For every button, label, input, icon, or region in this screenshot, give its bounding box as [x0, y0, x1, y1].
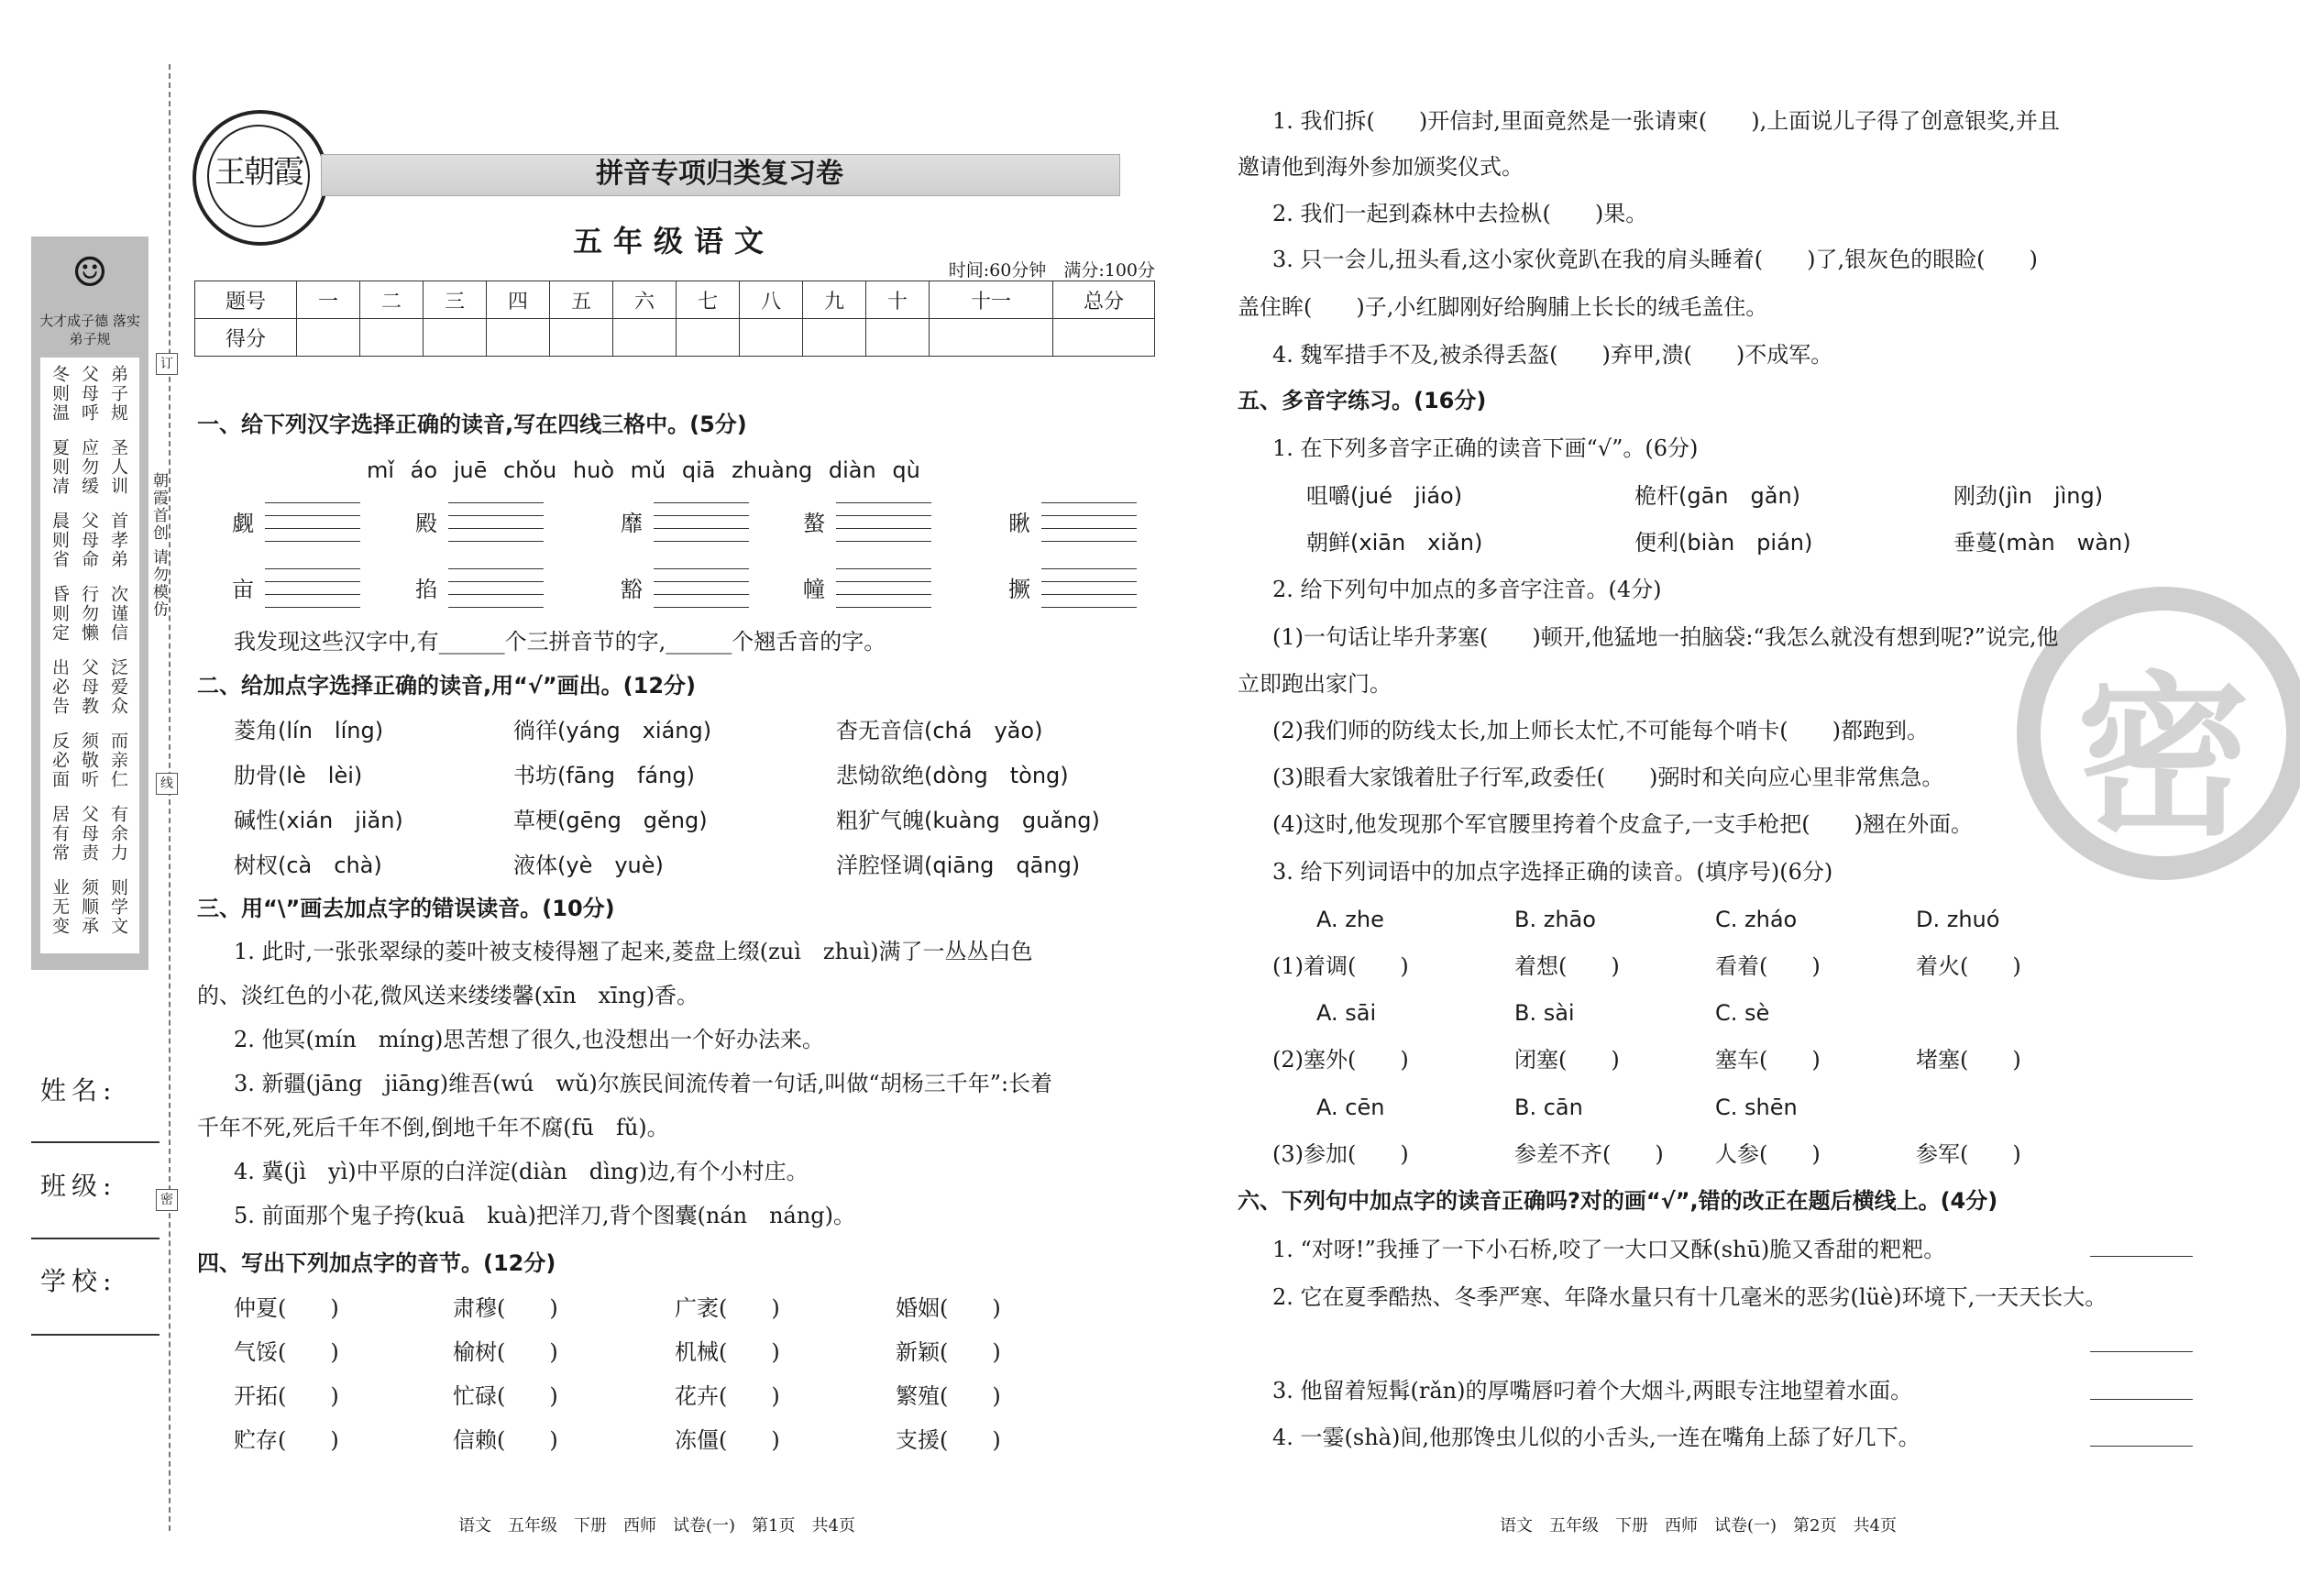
subject-title: 五年级语文 — [572, 224, 775, 259]
secret-seal-watermark: 密 — [2017, 587, 2300, 880]
syllable-item[interactable]: 肃穆( ) — [453, 1295, 558, 1321]
score-value-row — [195, 319, 1155, 357]
score-header-cell: 五 — [550, 281, 613, 319]
polyphone-choice[interactable]: 桅杆(gān gǎn) — [1634, 483, 1801, 509]
option-label: B. cān — [1514, 1095, 1583, 1120]
motto-col-a: 昏则定 — [50, 585, 70, 643]
score-header-cell: 题号 — [195, 281, 297, 319]
time-info — [825, 257, 1155, 281]
word-blank-item[interactable]: 参差不齐( ) — [1514, 1141, 1664, 1167]
syllable-item[interactable]: 冻僵( ) — [675, 1427, 780, 1453]
word-blank-item[interactable]: 闭塞( ) — [1514, 1047, 1620, 1073]
score-header-cell: 四 — [487, 281, 550, 319]
syllable-item[interactable]: 气馁( ) — [234, 1339, 339, 1365]
hanzi-char: 殿 — [415, 511, 437, 536]
pinyin-choice-item[interactable]: 碱性(xián jiǎn) — [234, 808, 403, 833]
pinyin-choice-item[interactable]: 悲恸欲绝(dòng tòng) — [836, 763, 1069, 788]
motto-col-a: 反必面 — [50, 732, 70, 789]
option-label: D. zhuó — [1916, 907, 2000, 932]
pinyin-choice-item[interactable]: 洋腔怪调(qiāng qāng) — [836, 853, 1081, 878]
motto-col-c: 则学文 — [108, 878, 128, 936]
motto-col-c: 而亲仁 — [108, 732, 128, 789]
score-header-cell: 九 — [803, 281, 866, 319]
four-line-grid[interactable] — [1041, 568, 1137, 609]
paper-title: 拼音专项归类复习卷 — [596, 158, 843, 190]
answer-line[interactable] — [2090, 1399, 2193, 1400]
four-line-grid[interactable] — [1041, 502, 1137, 543]
motto-col-b: 须顺承 — [79, 878, 99, 936]
syllable-item[interactable]: 仲夏( ) — [234, 1295, 339, 1321]
motto-col-b: 父母呼 — [79, 365, 99, 423]
hanzi-char: 螯 — [803, 511, 825, 536]
answer-line[interactable] — [2090, 1446, 2193, 1447]
four-line-grid[interactable] — [448, 568, 544, 609]
answer-line[interactable] — [2090, 1256, 2193, 1257]
logo-text: 王朝霞 — [207, 125, 310, 227]
motto-col-c: 圣人训 — [108, 438, 128, 496]
syllable-item[interactable]: 广袤( ) — [675, 1295, 780, 1321]
motto-col-b: 应勿缓 — [79, 438, 99, 496]
motto-col-a: 晨则省 — [50, 512, 70, 569]
section4-title: 四、写出下列加点字的音节。(12分) — [197, 1250, 556, 1276]
score-cell[interactable] — [677, 319, 740, 357]
polyphone-choice[interactable]: 垂蔓(màn wàn) — [1953, 530, 2131, 556]
pinyin-choice-item[interactable]: 书坊(fāng fáng) — [513, 763, 695, 788]
four-line-grid[interactable] — [654, 568, 749, 609]
copyright-note: 朝霞首创 请勿模仿 — [149, 472, 168, 619]
section3-line: 5. 前面那个鬼子挎(kuā kuà)把洋刀,背个图囊(nán náng)。 — [234, 1203, 856, 1228]
syllable-item[interactable]: 婚姻( ) — [896, 1295, 1001, 1321]
option-label: C. shēn — [1715, 1095, 1798, 1120]
binding-mark-xian: 线 — [156, 773, 178, 795]
four-line-grid[interactable] — [265, 568, 360, 609]
option-label: B. sài — [1514, 1000, 1575, 1026]
score-row-label: 得分 — [195, 319, 297, 357]
motto-col-b: 须敬听 — [79, 732, 99, 789]
motto-col-a: 冬则温 — [50, 365, 70, 423]
polyphone-choice[interactable]: 便利(biàn pián) — [1634, 530, 1813, 556]
hanzi-char: 觑 — [232, 511, 254, 536]
section5-title: 五、多音字练习。(16分) — [1238, 388, 1487, 413]
section5-q2-line: (1)一句话让毕升茅塞( )顿开,他猛地一拍脑袋:“我怎么就没有想到呢?”说完,他 — [1272, 624, 2059, 650]
section4-line: 2. 我们一起到森林中去捡枞( )果。 — [1272, 201, 1648, 226]
score-header-cell: 八 — [740, 281, 803, 319]
motto-col-b: 父母责 — [79, 805, 99, 863]
score-cell[interactable] — [487, 319, 550, 357]
syllable-item[interactable]: 忙碌( ) — [453, 1383, 558, 1409]
footer-left: 语文 五年级 下册 西师 试卷(一) 第1页 共4页 — [458, 1516, 855, 1535]
side-motto: 大才成子德 落实弟子规 — [39, 313, 140, 347]
full-score: 满分:100分 — [1063, 260, 1155, 281]
pinyin-choice-item[interactable]: 徜徉(yáng xiáng) — [513, 718, 712, 743]
section4-line: 4. 魏军措手不及,被杀得丢盔( )弃甲,溃( )不成军。 — [1272, 342, 1833, 368]
four-line-grid[interactable] — [654, 502, 749, 543]
motto-col-a: 夏则凊 — [50, 438, 70, 496]
score-table — [194, 281, 1155, 357]
pinyin-choice-item[interactable]: 杳无音信(chá yǎo) — [836, 718, 1043, 743]
section3-line: 3. 新疆(jāng jiāng)维吾(wú wǔ)尔族民间流传着一句话,叫做“胡杨三千年”:长着 — [234, 1071, 1053, 1096]
score-cell[interactable] — [803, 319, 866, 357]
section1-pinyin: mǐ áo juē chǒu huò mǔ qiā zhuàng diàn qù — [367, 457, 920, 483]
option-label: B. zhāo — [1514, 907, 1596, 932]
pinyin-choice-item[interactable]: 草梗(gēng gěng) — [513, 808, 708, 833]
section3-line: 的、淡红色的小花,微风送来缕缕馨(xīn xīng)香。 — [197, 983, 699, 1008]
syllable-item[interactable]: 贮存( ) — [234, 1427, 339, 1453]
syllable-item[interactable]: 机械( ) — [675, 1339, 780, 1365]
syllable-item[interactable]: 花卉( ) — [675, 1383, 780, 1409]
score-header-cell: 七 — [677, 281, 740, 319]
syllable-item[interactable]: 信赖( ) — [453, 1427, 558, 1453]
motto-col-c: 次谨信 — [108, 585, 128, 643]
hanzi-char: 掐 — [415, 577, 437, 602]
motto-col-c: 有余力 — [108, 805, 128, 863]
section5-q2-line: (3)眼看大家饿着肚子行军,政委任( )弼时和关向应心里非常焦急。 — [1272, 765, 1944, 790]
syllable-item[interactable]: 开拓( ) — [234, 1383, 339, 1409]
word-blank-item[interactable]: 着想( ) — [1514, 953, 1620, 979]
section4-line: 邀请他到海外参加颁奖仪式。 — [1238, 154, 1524, 180]
score-header-cell: 十 — [866, 281, 930, 319]
hanzi-char: 靡 — [621, 511, 643, 536]
four-line-grid[interactable] — [448, 502, 544, 543]
score-header-cell: 二 — [360, 281, 424, 319]
section6-line: 1. “对呀!”我捶了一下小石桥,咬了一大口又酥(shū)脆又香甜的粑粑。 — [1272, 1237, 1946, 1262]
option-label: A. cēn — [1316, 1095, 1385, 1120]
pinyin-choice-item[interactable]: 菱角(lín líng) — [234, 718, 384, 743]
hanzi-char: 撅 — [1008, 577, 1030, 602]
score-cell[interactable] — [297, 319, 360, 357]
motto-col-b: 父母教 — [79, 658, 99, 716]
cut-line — [169, 64, 171, 1531]
section4-line: 1. 我们拆( )开信封,里面竟然是一张请柬( ),上面说儿子得了创意银奖,并且 — [1272, 108, 2060, 134]
footer-right: 语文 五年级 下册 西师 试卷(一) 第2页 共4页 — [1500, 1516, 1897, 1535]
word-blank-item[interactable]: (2)塞外( ) — [1272, 1047, 1409, 1073]
score-cell[interactable] — [930, 319, 1053, 357]
syllable-item[interactable]: 榆树( ) — [453, 1339, 558, 1365]
polyphone-choice[interactable]: 刚劲(jìn jìng) — [1953, 483, 2104, 509]
word-blank-item[interactable]: 堵塞( ) — [1916, 1047, 2021, 1073]
option-label: A. sāi — [1316, 1000, 1377, 1026]
time-limit: 时间:60分钟 — [948, 260, 1047, 281]
section6-line: 3. 他留着短髯(rǎn)的厚嘴唇叼着个大烟斗,两眼专注地望着水面。 — [1272, 1378, 1913, 1403]
word-blank-item[interactable]: (3)参加( ) — [1272, 1141, 1409, 1167]
motto-col-c: 泛爱众 — [108, 658, 128, 716]
binding-mark-ding: 订 — [156, 353, 178, 375]
section5-q2: 2. 给下列句中加点的多音字注音。(4分) — [1272, 577, 1662, 602]
section3-line: 4. 冀(jì yì)中平原的白洋淀(diàn dìng)边,有个小村庄。 — [234, 1159, 809, 1184]
word-blank-item[interactable]: 着火( ) — [1916, 953, 2021, 979]
section3-line: 1. 此时,一张张翠绿的菱叶被支棱得翘了起来,菱盘上缀(zuì zhuì)满了一丛丛白色 — [234, 939, 1033, 964]
motto-col-a: 居有常 — [50, 805, 70, 863]
section6-title: 六、下列句中加点字的读音正确吗?对的画“√”,错的改正在题后横线上。(4分) — [1238, 1188, 1998, 1214]
school-label: 学校: — [40, 1266, 117, 1296]
word-blank-item[interactable]: 人参( ) — [1715, 1141, 1821, 1167]
name-label: 姓名: — [40, 1075, 117, 1106]
answer-line[interactable] — [2090, 1351, 2193, 1352]
section5-q2-line: (2)我们师的防线太长,加上师长太忙,不可能每个哨卡( )都跑到。 — [1272, 718, 1929, 743]
section3-line: 2. 他冥(mín míng)思苦想了很久,也没想出一个好办法来。 — [234, 1027, 825, 1052]
section6-line: 2. 它在夏季酷热、冬季严寒、年降水量只有十几毫米的恶劣(lüè)环境下,一天天长大。 — [1272, 1284, 2107, 1310]
option-label: C. sè — [1715, 1000, 1770, 1026]
motto-col-b: 行勿懒 — [79, 585, 99, 643]
score-cell[interactable] — [424, 319, 487, 357]
word-blank-item[interactable]: (1)着调( ) — [1272, 953, 1409, 979]
score-header-cell: 三 — [424, 281, 487, 319]
pinyin-choice-item[interactable]: 液体(yè yuè) — [513, 853, 664, 878]
hanzi-char: 幢 — [803, 577, 825, 602]
section6-line: 4. 一霎(shà)间,他那馋虫儿似的小舌头,一连在嘴角上舔了好几下。 — [1272, 1425, 1920, 1450]
binding-mark-mi: 密 — [156, 1189, 178, 1211]
score-header-cell: 一 — [297, 281, 360, 319]
motto-col-c: 首孝弟 — [108, 512, 128, 569]
syllable-item[interactable]: 支援( ) — [896, 1427, 1001, 1453]
score-cell[interactable] — [740, 319, 803, 357]
score-header-cell: 六 — [613, 281, 677, 319]
class-label: 班级: — [40, 1171, 117, 1201]
syllable-item[interactable]: 繁殖( ) — [896, 1383, 1001, 1409]
word-blank-item[interactable]: 看着( ) — [1715, 953, 1821, 979]
motto-col-a: 出必告 — [50, 658, 70, 716]
section4-line: 3. 只一会儿,扭头看,这小家伙竟趴在我的肩头睡着( )了,银灰色的眼睑( ) — [1272, 247, 2038, 272]
class-field[interactable] — [31, 1238, 160, 1239]
option-label: C. zháo — [1715, 907, 1798, 932]
score-cell[interactable] — [550, 319, 613, 357]
polyphone-choice[interactable]: 朝鲜(xiān xiǎn) — [1306, 530, 1483, 556]
score-cell[interactable] — [866, 319, 930, 357]
hanzi-char: 豁 — [621, 577, 643, 602]
four-line-grid[interactable] — [836, 502, 931, 543]
word-blank-item[interactable]: 塞车( ) — [1715, 1047, 1821, 1073]
pinyin-choice-item[interactable]: 肋骨(lè lèi) — [234, 763, 363, 788]
motto-col-a: 业无变 — [50, 878, 70, 936]
four-line-grid[interactable] — [265, 502, 360, 543]
polyphone-choice[interactable]: 咀嚼(jué jiáo) — [1306, 483, 1463, 509]
section5-q2-line: 立即跑出家门。 — [1238, 671, 1392, 697]
section5-q1: 1. 在下列多音字正确的读音下画“√”。(6分) — [1272, 435, 1699, 461]
hanzi-char: 瞅 — [1008, 511, 1030, 536]
section5-q2-line: (4)这时,他发现那个军官腰里挎着个皮盒子,一支手枪把( )翘在外面。 — [1272, 811, 1973, 837]
pinyin-choice-item[interactable]: 粗犷气魄(kuàng guǎng) — [836, 808, 1100, 833]
syllable-item[interactable]: 新颖( ) — [896, 1339, 1001, 1365]
word-blank-item[interactable]: 参军( ) — [1916, 1141, 2021, 1167]
option-label: A. zhe — [1316, 907, 1384, 932]
score-header-cell: 总分 — [1053, 281, 1155, 319]
score-cell[interactable] — [1053, 319, 1155, 357]
motto-col-b: 父母命 — [79, 512, 99, 569]
scholar-figure-icon: ☺ — [72, 249, 108, 296]
hanzi-char: 亩 — [232, 577, 254, 602]
section3-line: 千年不死,死后千年不倒,倒地千年不腐(fū fǔ)。 — [197, 1115, 669, 1140]
section1-title: 一、给下列汉字选择正确的读音,写在四线三格中。(5分) — [197, 412, 747, 437]
score-header-cell: 十一 — [930, 281, 1053, 319]
score-cell[interactable] — [360, 319, 424, 357]
score-cell[interactable] — [613, 319, 677, 357]
four-line-grid[interactable] — [836, 568, 931, 609]
section2-title: 二、给加点字选择正确的读音,用“√”画出。(12分) — [197, 673, 697, 699]
name-field[interactable] — [31, 1141, 160, 1143]
section1-fill: 我发现这些汉字中,有______个三拼音节的字,______个翘舌音的字。 — [234, 629, 886, 655]
school-field[interactable] — [31, 1334, 160, 1336]
section3-title: 三、用“\”画去加点字的错误读音。(10分) — [197, 896, 615, 921]
section4-line: 盖住眸( )子,小红脚刚好给胸脯上长长的绒毛盖住。 — [1238, 294, 1768, 320]
pinyin-choice-item[interactable]: 树杈(cà chà) — [234, 853, 382, 878]
section5-q3: 3. 给下列词语中的加点字选择正确的读音。(填序号)(6分) — [1272, 859, 1833, 885]
score-header-row — [195, 281, 1155, 319]
motto-col-c: 弟子规 — [108, 365, 128, 423]
